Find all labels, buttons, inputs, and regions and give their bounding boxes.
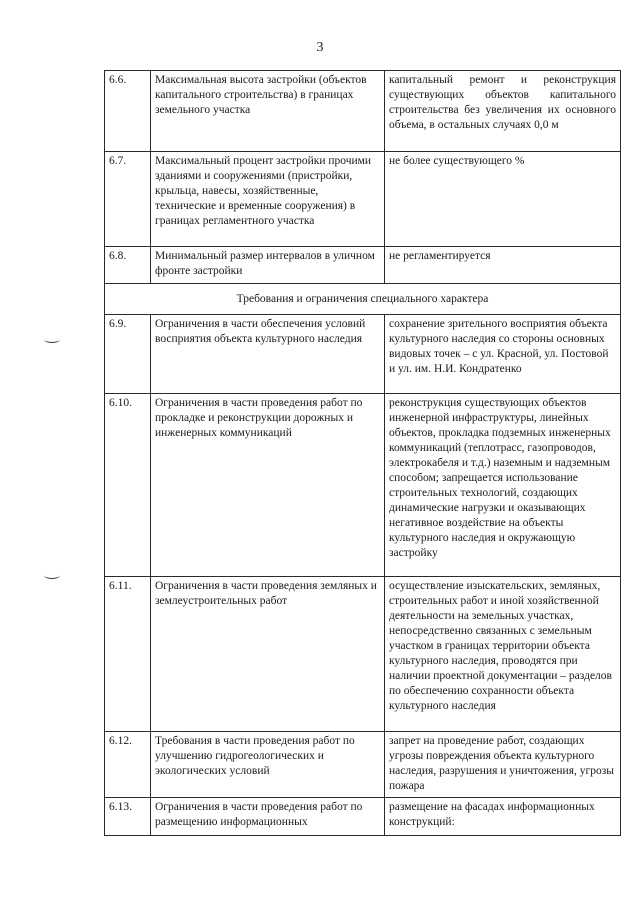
- row-value: капитальный ремонт и реконструкция существующих объектов капитального строительства без увеличения их основного объема, в остальных случаях 0,0 м: [385, 71, 621, 152]
- table-row: [105, 247, 621, 284]
- row-number: 6.13.: [105, 798, 151, 836]
- table-row: [105, 394, 621, 577]
- row-value: осуществление изыскательских, земляных, строительных работ и иной хозяйственной деятельности на земельных участках, непосредственно связанных с земельным участком в границах территории объекта культурного наследия, проводятся при наличии проектной документации – разделов по обеспечению сохранности объекта культурного наследия: [385, 577, 621, 732]
- row-parameter: Ограничения в части проведения работ по прокладке и реконструкции дорожных и инженерных коммуникаций: [151, 394, 385, 577]
- row-parameter: Максимальный процент застройки прочими зданиями и сооружениями (пристройки, крыльца, навесы, хозяйственные, технические и временные сооружения) в границах регламентного участка: [151, 152, 385, 247]
- table-row: [105, 315, 621, 394]
- row-number: 6.6.: [105, 71, 151, 152]
- table-row: [105, 798, 621, 836]
- row-value: не более существующего %: [385, 152, 621, 247]
- row-number: 6.11.: [105, 577, 151, 732]
- table-row: [105, 577, 621, 732]
- row-value: сохранение зрительного восприятия объекта культурного наследия со стороны основных видовых точек – с ул. Красной, ул. Постовой и ул. им. Н.И. Кондратенко: [385, 315, 621, 394]
- row-number: 6.9.: [105, 315, 151, 394]
- row-number: 6.10.: [105, 394, 151, 577]
- table-row: [105, 732, 621, 798]
- table-row: [105, 71, 621, 152]
- row-number: 6.8.: [105, 247, 151, 284]
- row-parameter: Минимальный размер интервалов в уличном фронте застройки: [151, 247, 385, 284]
- row-parameter: Ограничения в части проведения земляных и землеустроительных работ: [151, 577, 385, 732]
- margin-mark: [44, 336, 60, 343]
- row-value: запрет на проведение работ, создающих угрозы повреждения объекта культурного наследия, разрушения и уничтожения, угрозы пожара: [385, 732, 621, 798]
- section-title: Требования и ограничения специального характера: [105, 284, 621, 315]
- row-value: реконструкция существующих объектов инженерной инфраструктуры, линейных объектов, прокладка подземных инженерных коммуникаций (теплотрасс, газопроводов, электрокабеля и т.д.) наземным и надземным способом; запрещается использование строительных технологий, создающих динамические нагрузки и оказывающих негативное воздействие на объекты культурного наследия и окружающую застройку: [385, 394, 621, 577]
- row-value: не регламентируется: [385, 247, 621, 284]
- table-row: [105, 152, 621, 247]
- row-parameter: Максимальная высота застройки (объектов капитального строительства) в границах земельного участка: [151, 71, 385, 152]
- row-number: 6.12.: [105, 732, 151, 798]
- margin-mark: [44, 572, 60, 579]
- row-value: размещение на фасадах информационных конструкций:: [385, 798, 621, 836]
- row-parameter: Ограничения в части проведения работ по размещению информационных: [151, 798, 385, 836]
- row-parameter: Ограничения в части обеспечения условий восприятия объекта культурного наследия: [151, 315, 385, 394]
- row-parameter: Требования в части проведения работ по улучшению гидрогеологических и экологических условий: [151, 732, 385, 798]
- row-number: 6.7.: [105, 152, 151, 247]
- page-number: 3: [316, 40, 324, 55]
- regulations-table: [104, 70, 621, 836]
- section-header-row: [105, 284, 621, 315]
